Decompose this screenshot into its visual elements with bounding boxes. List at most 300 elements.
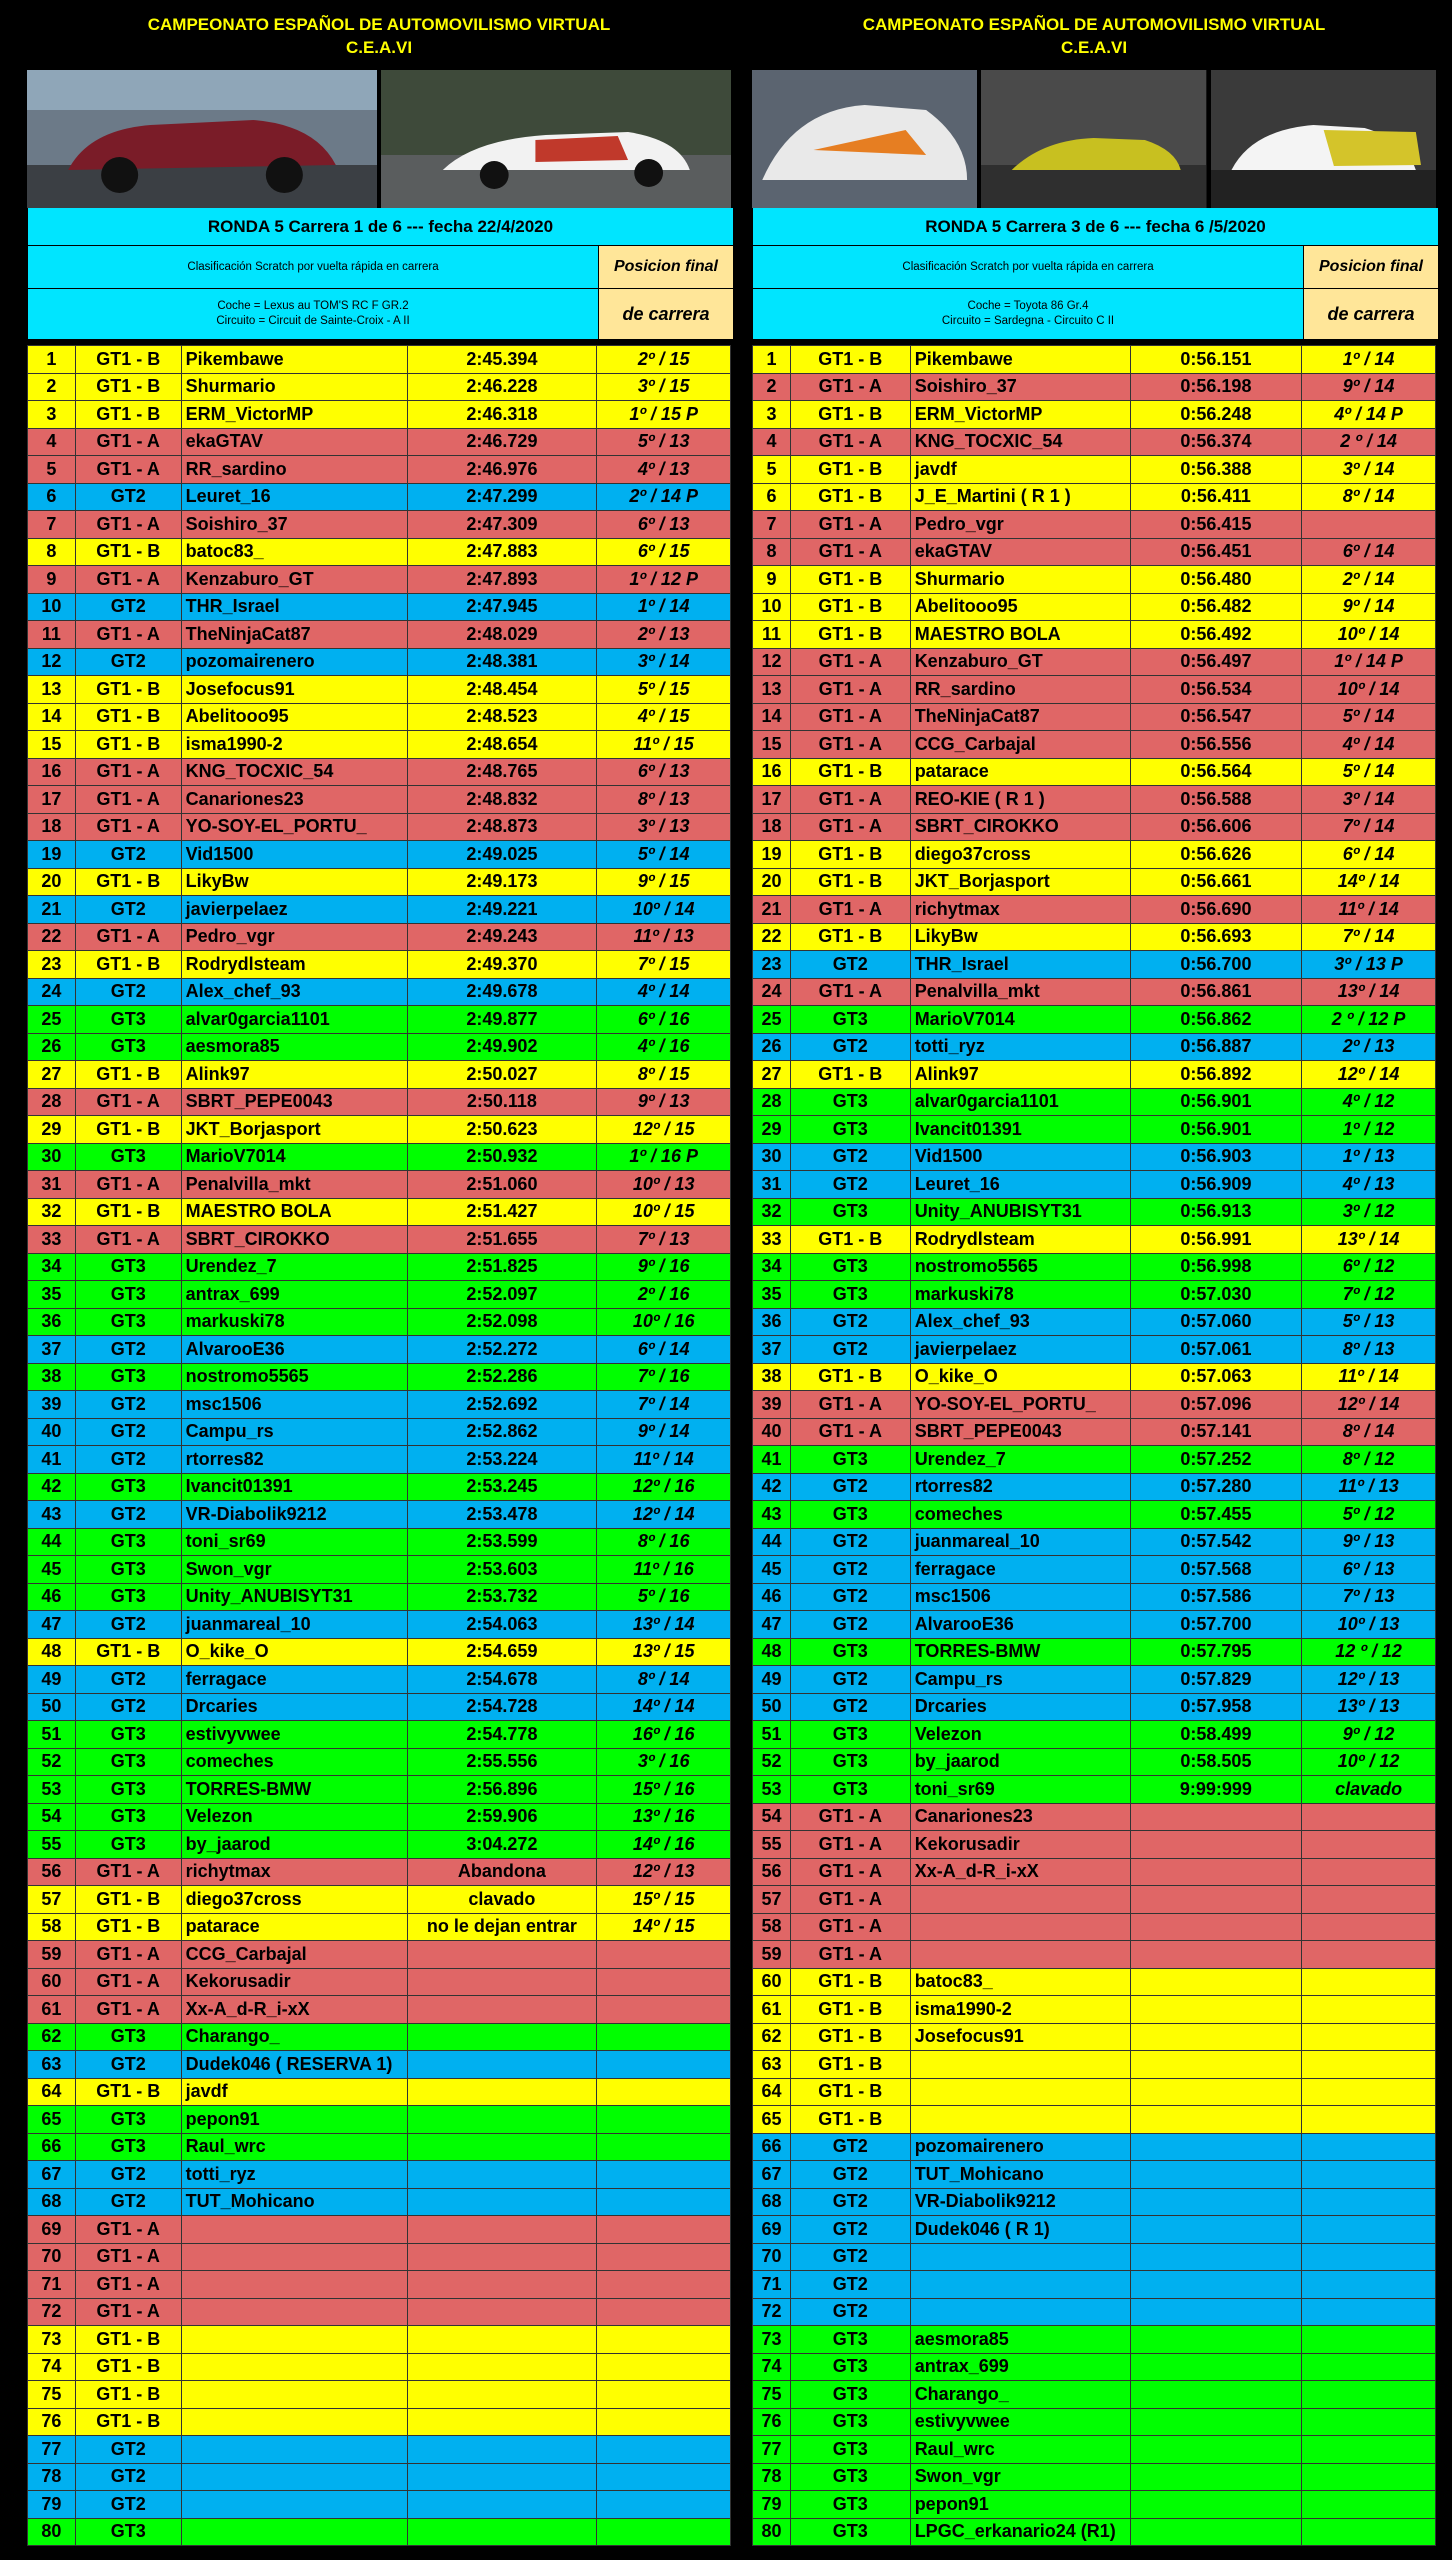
lap-time-cell: 0:56.861 (1130, 978, 1302, 1006)
lap-time-cell (1130, 1941, 1302, 1969)
lap-time-cell (1130, 2463, 1302, 2491)
driver-cell: Ivancit01391 (910, 1116, 1130, 1144)
table-row (28, 758, 731, 786)
final-position-cell (597, 2133, 731, 2161)
driver-cell (910, 1886, 1130, 1914)
position-cell: 16 (28, 758, 76, 786)
lap-time-cell (407, 2106, 597, 2134)
position-cell: 40 (28, 1418, 76, 1446)
lap-time-cell: 0:57.063 (1130, 1363, 1302, 1391)
table-row (753, 786, 1436, 814)
final-position-cell: 5º / 16 (597, 1583, 731, 1611)
class-cell: GT3 (75, 1253, 181, 1281)
driver-cell: diego37cross (910, 841, 1130, 869)
driver-cell (181, 2381, 407, 2409)
class-cell: GT3 (790, 2463, 910, 2491)
position-cell: 18 (753, 813, 791, 841)
race-car-photo (981, 70, 1206, 208)
lap-time-cell (407, 1996, 597, 2024)
final-position-label: Posicion final (1304, 246, 1438, 288)
position-cell: 71 (753, 2271, 791, 2299)
final-position-cell: 6º / 12 (1302, 1253, 1436, 1281)
table-row (28, 511, 731, 539)
class-cell: GT2 (75, 1336, 181, 1364)
lap-time-cell (407, 2326, 597, 2354)
table-row (28, 1528, 731, 1556)
class-cell: GT1 - B (75, 1913, 181, 1941)
class-cell: GT2 (790, 1143, 910, 1171)
classification-label: Clasificación Scratch por vuelta rápida en carrera (28, 246, 599, 288)
class-cell: GT3 (75, 1803, 181, 1831)
position-cell: 64 (28, 2078, 76, 2106)
lap-time-cell (1130, 1803, 1302, 1831)
final-position-cell: 2º / 13 (1302, 1033, 1436, 1061)
driver-cell: SBRT_CIROKKO (910, 813, 1130, 841)
class-cell: GT2 (75, 1446, 181, 1474)
table-row (753, 896, 1436, 924)
driver-cell: O_kike_O (910, 1363, 1130, 1391)
table-row (753, 676, 1436, 704)
lap-time-cell: 2:52.692 (407, 1391, 597, 1419)
class-cell: GT1 - B (75, 1116, 181, 1144)
lap-time-cell (407, 2243, 597, 2271)
position-cell: 57 (753, 1886, 791, 1914)
driver-cell (910, 1913, 1130, 1941)
class-cell: GT1 - B (790, 2051, 910, 2079)
table-row (28, 1116, 731, 1144)
driver-cell: aesmora85 (181, 1033, 407, 1061)
lap-time-cell: 2:45.394 (407, 346, 597, 374)
table-row (28, 1748, 731, 1776)
table-row (28, 868, 731, 896)
table-row (753, 2161, 1436, 2189)
driver-cell (181, 2243, 407, 2271)
driver-cell (910, 1941, 1130, 1969)
lap-time-cell: 0:57.060 (1130, 1308, 1302, 1336)
final-position-cell: 6º / 14 (1302, 538, 1436, 566)
position-cell: 48 (28, 1638, 76, 1666)
driver-cell: richytmax (181, 1858, 407, 1886)
table-row (28, 1143, 731, 1171)
table-row (753, 1638, 1436, 1666)
final-position-cell: 5º / 14 (1302, 758, 1436, 786)
position-cell: 36 (28, 1308, 76, 1336)
final-position-cell (1302, 2436, 1436, 2464)
final-position-cell: 6º / 15 (597, 538, 731, 566)
final-position-cell: 14º / 14 (1302, 868, 1436, 896)
driver-cell: VR-Diabolik9212 (910, 2188, 1130, 2216)
class-cell: GT1 - B (75, 676, 181, 704)
class-cell: GT2 (790, 1171, 910, 1199)
table-row (28, 1226, 731, 1254)
position-cell: 73 (28, 2326, 76, 2354)
driver-cell: Urendez_7 (181, 1253, 407, 1281)
lap-time-cell: 2:49.173 (407, 868, 597, 896)
final-position-cell (597, 2078, 731, 2106)
final-position-cell: 10º / 15 (597, 1198, 731, 1226)
class-cell: GT2 (790, 1033, 910, 1061)
class-cell: GT1 - B (790, 1363, 910, 1391)
final-position-cell (597, 2216, 731, 2244)
table-row (753, 703, 1436, 731)
position-cell: 44 (753, 1528, 791, 1556)
table-row (753, 1556, 1436, 1584)
table-row (28, 1941, 731, 1969)
class-cell: GT3 (790, 1006, 910, 1034)
table-row (28, 1253, 731, 1281)
final-position-cell: 6º / 13 (597, 758, 731, 786)
table-row (753, 346, 1436, 374)
position-cell: 7 (753, 511, 791, 539)
position-cell: 28 (753, 1088, 791, 1116)
table-row (28, 1666, 731, 1694)
class-cell: GT1 - A (790, 428, 910, 456)
class-cell: GT1 - A (790, 1831, 910, 1859)
position-cell: 29 (28, 1116, 76, 1144)
final-position-cell (1302, 2106, 1436, 2134)
driver-cell: isma1990-2 (910, 1996, 1130, 2024)
driver-cell: TUT_Mohicano (910, 2161, 1130, 2189)
lap-time-cell: 0:56.547 (1130, 703, 1302, 731)
class-cell: GT3 (790, 2326, 910, 2354)
driver-cell: Ivancit01391 (181, 1473, 407, 1501)
position-cell: 10 (753, 593, 791, 621)
driver-cell: juanmareal_10 (910, 1528, 1130, 1556)
table-row (28, 2491, 731, 2519)
lap-time-cell (407, 2133, 597, 2161)
class-cell: GT1 - B (790, 621, 910, 649)
driver-cell: YO-SOY-EL_PORTU_ (181, 813, 407, 841)
position-cell: 60 (753, 1968, 791, 1996)
driver-cell: patarace (910, 758, 1130, 786)
position-cell: 77 (753, 2436, 791, 2464)
position-cell: 15 (28, 731, 76, 759)
final-position-cell: 15º / 15 (597, 1886, 731, 1914)
position-cell: 47 (28, 1611, 76, 1639)
lap-time-cell: 0:57.568 (1130, 1556, 1302, 1584)
class-cell: GT3 (75, 1528, 181, 1556)
position-cell: 37 (28, 1336, 76, 1364)
final-position-cell: 4º / 12 (1302, 1088, 1436, 1116)
lap-time-cell: 0:56.998 (1130, 1253, 1302, 1281)
driver-cell: TheNinjaCat87 (910, 703, 1130, 731)
lap-time-cell: 2:49.221 (407, 896, 597, 924)
class-cell: GT1 - B (75, 2353, 181, 2381)
lap-time-cell: 2:52.862 (407, 1418, 597, 1446)
table-row (28, 1088, 731, 1116)
driver-cell: batoc83_ (910, 1968, 1130, 1996)
table-row (753, 1748, 1436, 1776)
class-cell: GT2 (790, 2216, 910, 2244)
final-position-cell (1302, 1803, 1436, 1831)
table-row (753, 841, 1436, 869)
lap-time-cell: 2:53.599 (407, 1528, 597, 1556)
final-position-cell: 7º / 14 (597, 1391, 731, 1419)
final-position-cell: 10º / 14 (1302, 676, 1436, 704)
table-row (28, 2133, 731, 2161)
lap-time-cell: 2:46.318 (407, 401, 597, 429)
lap-time-cell (407, 1941, 597, 1969)
driver-cell: RR_sardino (910, 676, 1130, 704)
position-cell: 54 (28, 1803, 76, 1831)
circuit-line: Circuito = Sardegna - Circuito C II (941, 315, 1115, 327)
class-cell: GT1 - A (790, 813, 910, 841)
driver-cell: Penalvilla_mkt (910, 978, 1130, 1006)
lap-time-cell (1130, 2023, 1302, 2051)
final-position-label: Posicion final (599, 246, 733, 288)
position-cell: 5 (753, 456, 791, 484)
table-row (28, 1996, 731, 2024)
class-cell: GT1 - A (75, 786, 181, 814)
final-position-cell: 7º / 15 (597, 951, 731, 979)
table-row (28, 786, 731, 814)
class-cell: GT3 (75, 1776, 181, 1804)
position-cell: 67 (753, 2161, 791, 2189)
driver-cell: Raul_wrc (910, 2436, 1130, 2464)
class-cell: GT2 (790, 2298, 910, 2326)
driver-cell: Rodrydlsteam (910, 1226, 1130, 1254)
table-row (753, 1528, 1436, 1556)
driver-cell: VR-Diabolik9212 (181, 1501, 407, 1529)
lap-time-cell: 2:49.243 (407, 923, 597, 951)
final-position-cell: 10º / 13 (597, 1171, 731, 1199)
final-position-cell: 7º / 13 (597, 1226, 731, 1254)
table-row (28, 401, 731, 429)
driver-cell: JKT_Borjasport (910, 868, 1130, 896)
position-cell: 31 (28, 1171, 76, 1199)
driver-cell: Soishiro_37 (910, 373, 1130, 401)
car-line: Coche = Lexus au TOM'S RC F GR.2 (217, 300, 409, 312)
final-position-cell: 4º / 14 (597, 978, 731, 1006)
class-cell: GT3 (790, 1501, 910, 1529)
driver-cell: ERM_VictorMP (910, 401, 1130, 429)
class-cell: GT2 (790, 1666, 910, 1694)
car-circuit-info (28, 289, 599, 339)
position-cell: 73 (753, 2326, 791, 2354)
lap-time-cell: 0:56.388 (1130, 456, 1302, 484)
table-row (753, 2271, 1436, 2299)
table-row (28, 2436, 731, 2464)
final-position-cell: 14º / 14 (597, 1693, 731, 1721)
lap-time-cell: 2:47.309 (407, 511, 597, 539)
class-cell: GT2 (75, 1611, 181, 1639)
class-cell: GT1 - A (75, 1088, 181, 1116)
lap-time-cell: 0:57.542 (1130, 1528, 1302, 1556)
class-cell: GT3 (790, 1446, 910, 1474)
left-results-panel (27, 0, 731, 2546)
table-row (753, 1446, 1436, 1474)
driver-cell: by_jaarod (910, 1748, 1130, 1776)
final-position-cell: 9º / 15 (597, 868, 731, 896)
final-position-cell (1302, 2298, 1436, 2326)
driver-cell: javdf (910, 456, 1130, 484)
table-row (753, 2518, 1436, 2546)
final-position-cell: 8º / 13 (597, 786, 731, 814)
position-cell: 20 (753, 868, 791, 896)
class-cell: GT3 (790, 2518, 910, 2546)
class-cell: GT1 - A (75, 1996, 181, 2024)
class-cell: GT1 - B (75, 731, 181, 759)
title-line-1: CAMPEONATO ESPAÑOL DE AUTOMOVILISMO VIRTUAL (862, 15, 1326, 34)
final-position-cell: 12º / 14 (597, 1501, 731, 1529)
final-position-cell: 6º / 14 (1302, 841, 1436, 869)
lap-time-cell: 2:54.063 (407, 1611, 597, 1639)
driver-cell: Penalvilla_mkt (181, 1171, 407, 1199)
class-cell: GT1 - B (790, 456, 910, 484)
final-position-cell (1302, 2243, 1436, 2271)
final-position-cell: 2º / 14 (1302, 566, 1436, 594)
table-row (753, 2408, 1436, 2436)
driver-cell: estivyvwee (181, 1721, 407, 1749)
table-row (753, 1776, 1436, 1804)
final-position-cell (597, 1996, 731, 2024)
table-row (28, 1418, 731, 1446)
driver-cell: Unity_ANUBISYT31 (181, 1583, 407, 1611)
position-cell: 38 (28, 1363, 76, 1391)
position-cell: 67 (28, 2161, 76, 2189)
class-cell: GT3 (75, 1721, 181, 1749)
lap-time-cell: 0:56.492 (1130, 621, 1302, 649)
table-row (28, 1006, 731, 1034)
driver-cell: THR_Israel (181, 593, 407, 621)
class-cell: GT2 (75, 1391, 181, 1419)
position-cell: 23 (28, 951, 76, 979)
table-row (28, 1171, 731, 1199)
final-position-cell (1302, 1858, 1436, 1886)
class-cell: GT1 - B (790, 841, 910, 869)
lap-time-cell: 0:56.913 (1130, 1198, 1302, 1226)
lap-time-cell: 0:56.909 (1130, 1171, 1302, 1199)
final-position-cell (597, 2051, 731, 2079)
driver-cell: Pikembawe (910, 346, 1130, 374)
lap-time-cell (407, 2023, 597, 2051)
final-position-cell: 11º / 14 (1302, 896, 1436, 924)
class-cell: GT2 (75, 1693, 181, 1721)
position-cell: 32 (753, 1198, 791, 1226)
table-row (753, 2078, 1436, 2106)
lap-time-cell (407, 2216, 597, 2244)
circuit-line: Circuito = Circuit de Sainte-Croix - A II (216, 315, 410, 327)
driver-cell (181, 2463, 407, 2491)
lap-time-cell: 2:53.478 (407, 1501, 597, 1529)
position-cell: 21 (753, 896, 791, 924)
lap-time-cell: 2:48.832 (407, 786, 597, 814)
final-position-cell: 1º / 14 (1302, 346, 1436, 374)
position-cell: 63 (753, 2051, 791, 2079)
final-position-cell: 9º / 13 (597, 1088, 731, 1116)
final-position-cell: 9º / 13 (1302, 1528, 1436, 1556)
class-cell: GT1 - A (790, 731, 910, 759)
final-position-cell: 11º / 14 (1302, 1363, 1436, 1391)
final-position-cell: 4º / 13 (597, 456, 731, 484)
table-row (753, 2436, 1436, 2464)
position-cell: 11 (753, 621, 791, 649)
lap-time-cell (407, 2518, 597, 2546)
lap-time-cell: 2:50.623 (407, 1116, 597, 1144)
header-photos (752, 70, 1436, 208)
lap-time-cell (407, 2298, 597, 2326)
lap-time-cell: 0:56.901 (1130, 1088, 1302, 1116)
table-row (753, 1198, 1436, 1226)
final-position-cell (1302, 1996, 1436, 2024)
final-position-cell: 2º / 14 P (597, 483, 731, 511)
driver-cell: Velezon (910, 1721, 1130, 1749)
class-cell: GT1 - A (790, 1886, 910, 1914)
lap-time-cell: no le dejan entrar (407, 1913, 597, 1941)
driver-cell: pepon91 (910, 2491, 1130, 2519)
class-cell: GT1 - B (790, 1996, 910, 2024)
class-cell: GT1 - B (75, 703, 181, 731)
final-position-cell: 8º / 12 (1302, 1446, 1436, 1474)
final-position-cell (597, 1941, 731, 1969)
driver-cell: Unity_ANUBISYT31 (910, 1198, 1130, 1226)
class-cell: GT3 (75, 1143, 181, 1171)
final-position-cell: 5º / 14 (1302, 703, 1436, 731)
driver-cell: Vid1500 (910, 1143, 1130, 1171)
driver-cell: Leuret_16 (910, 1171, 1130, 1199)
class-cell: GT2 (790, 2271, 910, 2299)
lap-time-cell: 0:57.141 (1130, 1418, 1302, 1446)
driver-cell: O_kike_O (181, 1638, 407, 1666)
table-row (28, 1281, 731, 1309)
lap-time-cell: 0:56.415 (1130, 511, 1302, 539)
driver-cell (181, 2326, 407, 2354)
class-cell: GT3 (75, 1748, 181, 1776)
lap-time-cell: 2:53.732 (407, 1583, 597, 1611)
driver-cell: Shurmario (181, 373, 407, 401)
class-cell: GT2 (75, 2188, 181, 2216)
driver-cell: comeches (181, 1748, 407, 1776)
class-cell: GT3 (790, 1776, 910, 1804)
position-cell: 12 (28, 648, 76, 676)
table-row (28, 2518, 731, 2546)
class-cell: GT1 - B (790, 758, 910, 786)
class-cell: GT1 - A (75, 1858, 181, 1886)
class-cell: GT2 (790, 1556, 910, 1584)
lap-time-cell (407, 2408, 597, 2436)
position-cell: 74 (28, 2353, 76, 2381)
table-row (753, 2381, 1436, 2409)
lap-time-cell: 2:54.659 (407, 1638, 597, 1666)
class-cell: GT2 (75, 648, 181, 676)
class-cell: GT2 (790, 1308, 910, 1336)
final-position-cell (597, 2161, 731, 2189)
position-cell: 46 (28, 1583, 76, 1611)
driver-cell (910, 2298, 1130, 2326)
lap-time-cell (407, 2271, 597, 2299)
class-cell: GT2 (75, 2051, 181, 2079)
lap-time-cell: 2:51.825 (407, 1253, 597, 1281)
driver-cell: Abelitooo95 (910, 593, 1130, 621)
class-cell: GT3 (75, 2133, 181, 2161)
final-position-cell (1302, 511, 1436, 539)
class-cell: GT1 - A (790, 703, 910, 731)
lap-time-cell (1130, 2436, 1302, 2464)
lap-time-cell: 9:99:999 (1130, 1776, 1302, 1804)
driver-cell: AlvarooE36 (910, 1611, 1130, 1639)
table-row (28, 1391, 731, 1419)
class-cell: GT1 - A (75, 566, 181, 594)
position-cell: 56 (753, 1858, 791, 1886)
position-cell: 37 (753, 1336, 791, 1364)
position-cell: 54 (753, 1803, 791, 1831)
position-cell: 35 (28, 1281, 76, 1309)
class-cell: GT1 - A (75, 758, 181, 786)
position-cell: 65 (753, 2106, 791, 2134)
class-cell: GT3 (75, 1281, 181, 1309)
table-row (28, 373, 731, 401)
table-row (753, 456, 1436, 484)
